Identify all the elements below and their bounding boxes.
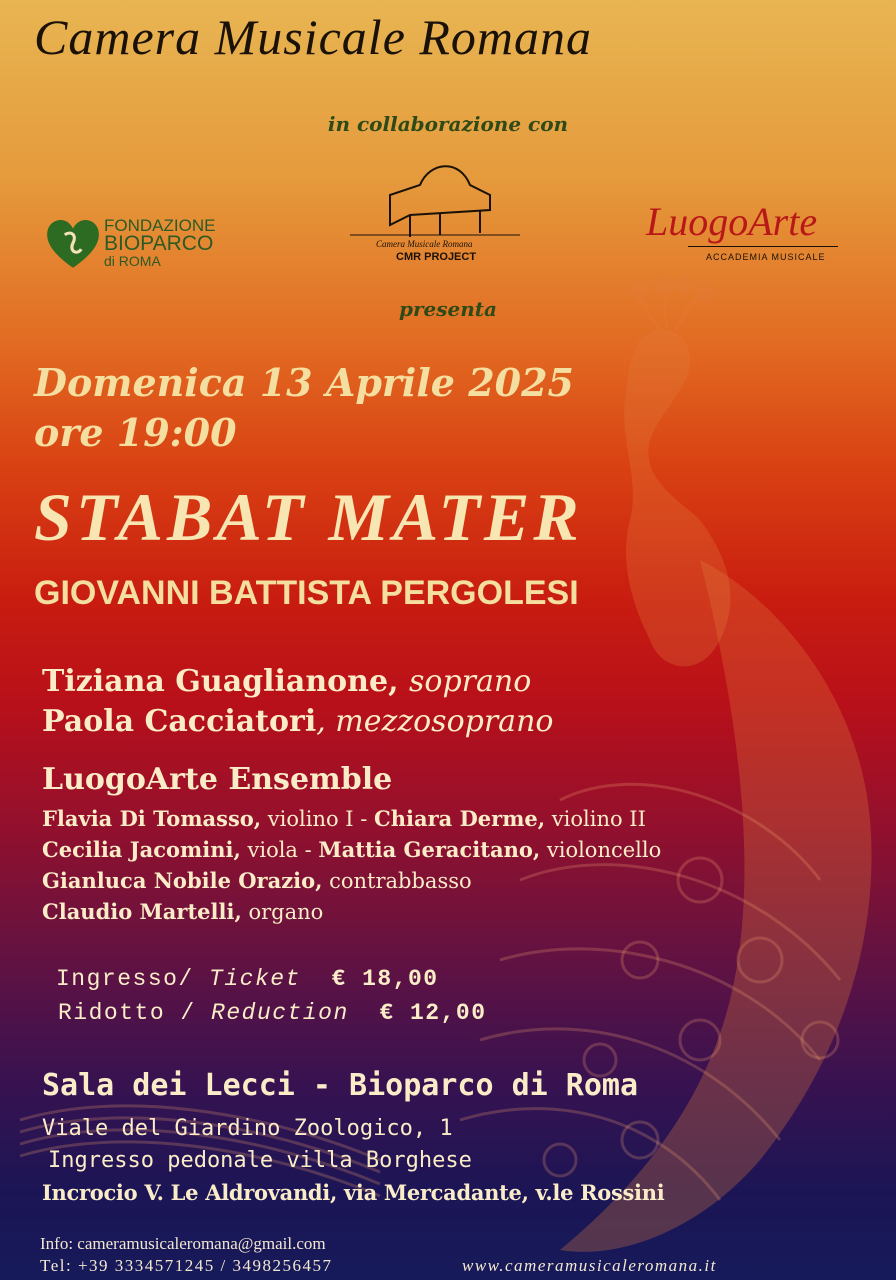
luogoarte-name: LuogoArte bbox=[646, 199, 818, 244]
ticket-label: Ridotto / bbox=[58, 1000, 212, 1026]
member-role: viola - bbox=[240, 838, 319, 862]
ticket-label: Ingresso/ bbox=[56, 966, 210, 992]
ticket-price: € 18,00 bbox=[331, 966, 439, 992]
ticket-label-en: Reduction bbox=[211, 1000, 349, 1026]
cmr-script: Camera Musicale Romana bbox=[376, 239, 473, 249]
member-role: contrabbasso bbox=[322, 869, 472, 893]
member-role: violoncello bbox=[540, 838, 662, 862]
cmr-logo bbox=[350, 155, 520, 270]
member-role: violino I - bbox=[261, 807, 375, 831]
contact-website[interactable]: www.cameramusicaleromana.it bbox=[462, 1256, 717, 1275]
venue-address: Viale del Giardino Zoologico, 1 bbox=[42, 1116, 453, 1141]
soloist-name: Paola Cacciatori bbox=[42, 704, 317, 739]
member-row-1 bbox=[42, 806, 646, 831]
member-row-4 bbox=[42, 899, 323, 924]
member-name: Cecilia Jacomini, bbox=[42, 837, 241, 862]
contact-email[interactable]: Info: cameramusicaleromana@gmail.com bbox=[40, 1234, 326, 1253]
contact-phones: Tel: +39 3334571245 / 3498256457 bbox=[40, 1256, 333, 1275]
venue-crossing: Incrocio V. Le Aldrovandi, via Mercadante, v.le Rossini bbox=[42, 1180, 665, 1205]
soloist-1 bbox=[42, 664, 531, 699]
member-name: Chiara Derme, bbox=[374, 806, 546, 831]
member-role: violino II bbox=[545, 807, 646, 831]
bioparco-logo bbox=[42, 208, 232, 278]
venue-name: Sala dei Lecci - Bioparco di Roma bbox=[42, 1068, 639, 1103]
event-date: Domenica 13 Aprile 2025 bbox=[34, 360, 574, 405]
event-title: STABAT MATER bbox=[34, 479, 583, 555]
bioparco-line3: di ROMA bbox=[104, 253, 161, 269]
ticket-full bbox=[56, 966, 439, 992]
bioparco-line2: BIOPARCO bbox=[104, 232, 214, 255]
page-title: Camera Musicale Romana bbox=[34, 9, 593, 65]
member-name: Gianluca Nobile Orazio, bbox=[42, 868, 323, 893]
bioparco-line1: FONDAZIONE bbox=[104, 216, 216, 235]
member-name: Flavia Di Tomasso, bbox=[42, 806, 262, 831]
soloist-role: , mezzosoprano bbox=[316, 704, 554, 739]
member-name: Mattia Geracitano, bbox=[318, 837, 541, 862]
event-time: ore 19:00 bbox=[34, 410, 237, 455]
member-row-2 bbox=[42, 837, 661, 862]
ensemble-name: LuogoArte Ensemble bbox=[42, 762, 393, 797]
piano-icon bbox=[350, 155, 520, 245]
heart-icon bbox=[42, 212, 104, 274]
composer-name: GIOVANNI BATTISTA PERGOLESI bbox=[34, 574, 579, 612]
ticket-label-en: Ticket bbox=[209, 966, 301, 992]
soloist-2 bbox=[42, 704, 553, 739]
luogoarte-line bbox=[688, 246, 838, 247]
venue-entrance: Ingresso pedonale villa Borghese bbox=[48, 1148, 472, 1173]
member-role: organo bbox=[241, 900, 324, 924]
ticket-price: € 12,00 bbox=[379, 1000, 487, 1026]
presents-line: presenta bbox=[399, 297, 497, 321]
member-row-3 bbox=[42, 868, 472, 893]
luogoarte-logo bbox=[640, 196, 850, 276]
ticket-reduced bbox=[58, 1000, 487, 1026]
luogoarte-subtitle: ACCADEMIA MUSICALE bbox=[706, 252, 826, 262]
collaboration-line: in collaborazione con bbox=[327, 112, 569, 136]
soloist-role: soprano bbox=[408, 664, 532, 699]
cmr-name: CMR PROJECT bbox=[396, 251, 477, 263]
soloist-name: Tiziana Guaglianone, bbox=[42, 664, 399, 699]
member-name: Claudio Martelli, bbox=[42, 899, 242, 924]
